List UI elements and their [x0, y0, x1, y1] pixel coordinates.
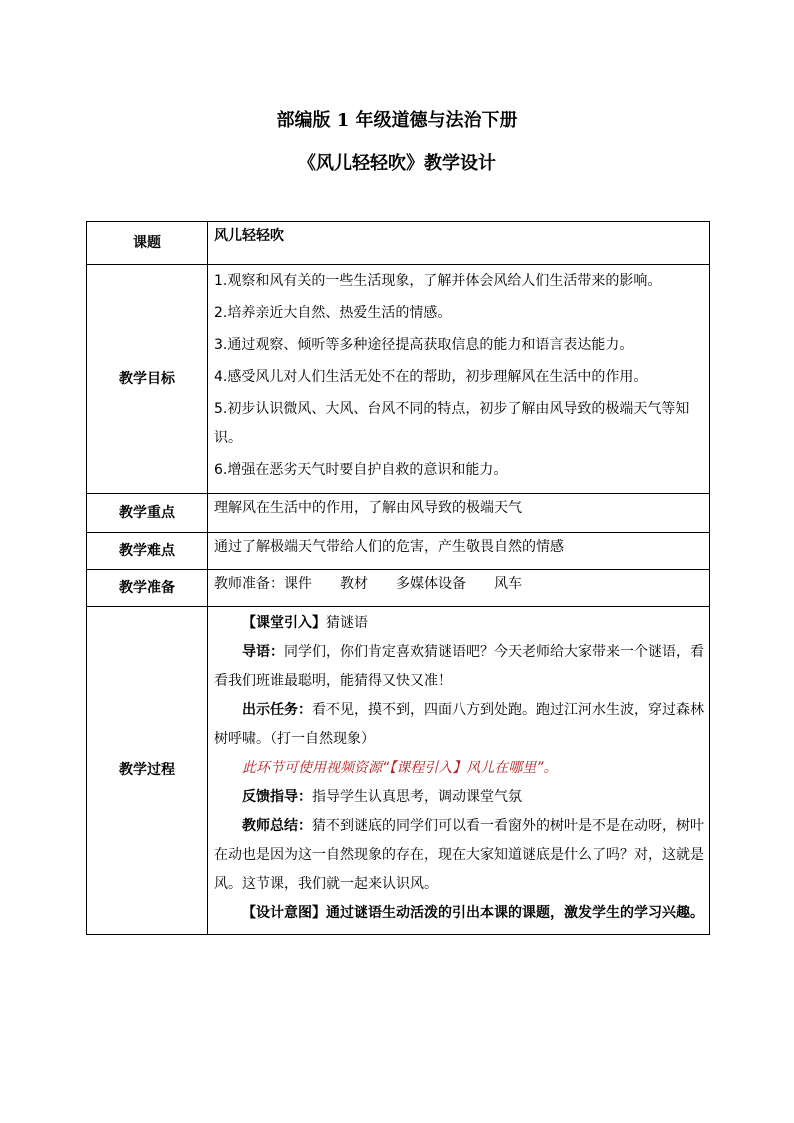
label-difficulties: 教学难点 — [87, 533, 208, 570]
preparation-value: 教师准备：课件 教材 多媒体设备 风车 — [208, 570, 710, 607]
guide-heading: 导语： — [242, 644, 284, 660]
goal-item: 6.增强在恶劣天气时要自护自救的意识和能力。 — [214, 462, 508, 478]
task-heading: 出示任务： — [242, 702, 312, 718]
summary-paragraph — [214, 812, 705, 899]
task-text: 看不见，摸不到，四面八方到处跑。跑过江河水生波，穿过森林树呼啸。（打一自然现象） — [214, 702, 704, 747]
table-row-preparation — [87, 570, 710, 607]
lesson-plan-table — [86, 221, 710, 935]
feedback-heading: 反馈指导： — [242, 789, 312, 805]
resource-hint: 此环节可使用视频资源“【课程引入】风儿在哪里”。 — [242, 760, 558, 776]
intro-heading: 【课堂引入】 — [242, 615, 326, 631]
intro-paragraph — [214, 609, 705, 638]
goal-item: 1.观察和风有关的一些生活现象，了解并体会风给人们生活带来的影响。 — [214, 273, 662, 289]
table-row-goals — [87, 265, 710, 494]
task-paragraph — [214, 696, 705, 754]
table-row-key-points — [87, 494, 710, 533]
label-topic: 课题 — [87, 222, 208, 265]
feedback-text: 指导学生认真思考，调动课堂气氛 — [312, 789, 522, 805]
label-goals: 教学目标 — [87, 265, 208, 494]
document-subtitle: 《风儿轻轻吹》教学设计 — [298, 153, 496, 174]
key-points-value: 理解风在生活中的作用，了解由风导致的极端天气 — [208, 494, 710, 533]
table-row-process — [87, 607, 710, 935]
design-intent: 【设计意图】通过谜语生动活泼的引出本课的课题，激发学生的学习兴趣。 — [242, 905, 704, 921]
label-preparation: 教学准备 — [87, 570, 208, 607]
summary-heading: 教师总结： — [242, 818, 312, 834]
goals-list — [208, 265, 710, 494]
table-row-difficulties — [87, 533, 710, 570]
table-row-topic — [87, 222, 710, 265]
intro-text: 猜谜语 — [326, 615, 368, 631]
goal-item: 2.培养亲近大自然、热爱生活的情感。 — [214, 305, 452, 321]
goal-item: 4.感受风儿对人们生活无处不在的帮助，初步理解风在生活中的作用。 — [214, 369, 648, 385]
label-process: 教学过程 — [87, 607, 208, 935]
difficulties-value: 通过了解极端天气带给人们的危害，产生敬畏自然的情感 — [208, 533, 710, 570]
feedback-paragraph — [214, 783, 705, 812]
guide-text: 同学们，你们肯定喜欢猜谜语吧？今天老师给大家带来一个谜语，看看我们班谁最聪明，能猜得又快又准！ — [214, 644, 704, 689]
guide-paragraph — [214, 638, 705, 696]
goal-item: 3.通过观察、倾听等多种途径提高获取信息的能力和语言表达能力。 — [214, 337, 634, 353]
topic-value: 风儿轻轻吹 — [208, 222, 710, 265]
summary-text: 猜不到谜底的同学们可以看一看窗外的树叶是不是在动呀，树叶在动也是因为这一自然现象的存在，现在大家知道谜底是什么了吗？对，这就是风。这节课，我们就一起来认识风。 — [214, 818, 704, 892]
label-key-points: 教学重点 — [87, 494, 208, 533]
document-title: 部编版 1 年级道德与法治下册 — [276, 110, 518, 131]
process-content — [208, 607, 710, 935]
goal-item: 5.初步认识微风、大风、台风不同的特点，初步了解由风导致的极端天气等知识。 — [214, 401, 690, 446]
